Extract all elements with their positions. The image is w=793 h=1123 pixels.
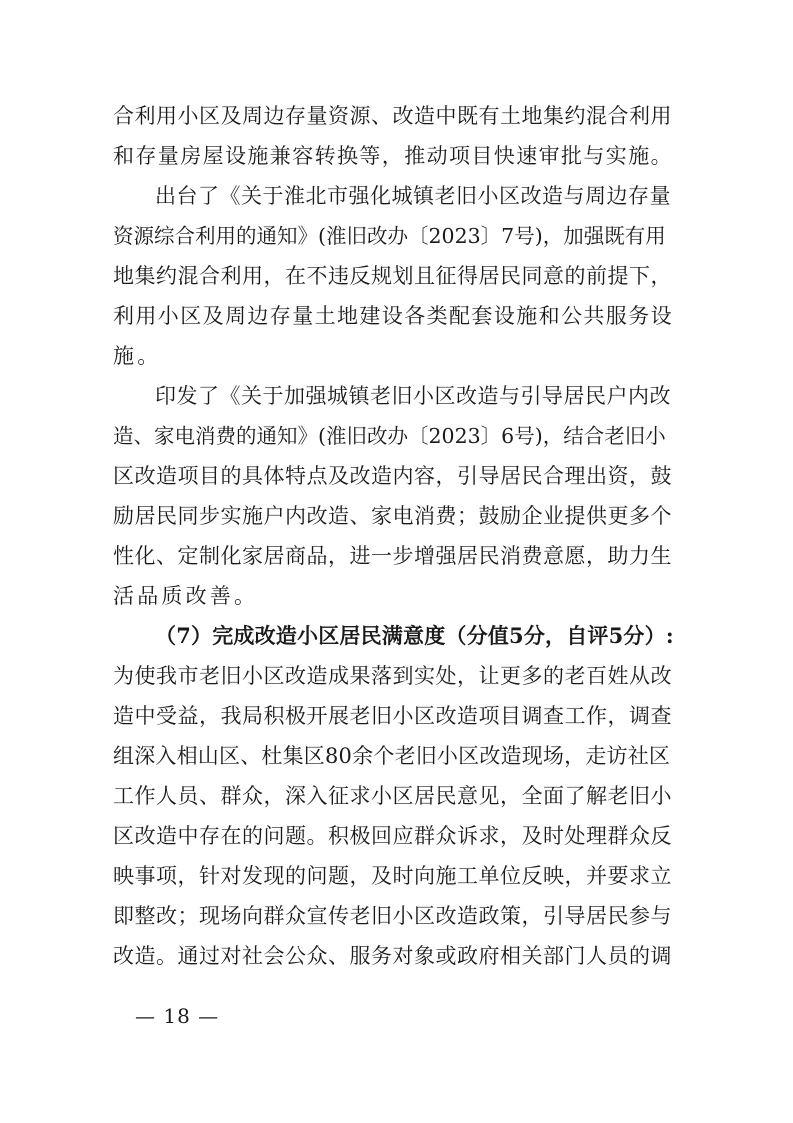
paragraph-start-line: 印发了《关于加强城镇老旧小区改造与引导居民户内改	[155, 384, 671, 408]
text-line: 映事项，针对发现的问题，及时向施工单位反映，并要求立	[113, 864, 672, 888]
text-line: 施。	[113, 344, 162, 368]
text-line: 利用小区及周边存量土地建设各类配套设施和公共服务设	[113, 304, 673, 328]
text-line: 改造。通过对社会公众、服务对象或政府相关部门人员的调	[113, 944, 672, 968]
text-line: 地集约混合利用，在不违反规划且征得居民同意的前提下，	[113, 264, 672, 288]
text-line: 区改造项目的具体特点及改造内容，引导居民合理出资，鼓	[113, 464, 672, 488]
text-line: 和存量房屋设施兼容转换等，推动项目快速审批与实施。	[113, 144, 673, 168]
text-line: 资源综合利用的通知》(淮旧改办〔2023〕7号)，加强既有用	[113, 224, 666, 248]
text-line: 励居民同步实施户内改造、家电消费；鼓励企业提供更多个	[113, 504, 672, 528]
text-line: 造、家电消费的通知》(淮旧改办〔2023〕6号)，结合老旧小	[113, 424, 666, 448]
text-line: 组深入相山区、杜集区80余个老旧小区改造现场，走访社区	[113, 744, 671, 768]
text-line: 造中受益，我局积极开展老旧小区改造项目调查工作，调查	[113, 704, 672, 728]
text-line: 合利用小区及周边存量资源、改造中既有土地集约混合利用	[113, 104, 672, 128]
text-line: 工作人员、群众，深入征求小区居民意见，全面了解老旧小	[113, 784, 672, 808]
text-line: 为使我市老旧小区改造成果落到实处，让更多的老百姓从改	[113, 664, 672, 688]
text-line: 区改造中存在的问题。积极回应群众诉求，及时处理群众反	[113, 824, 672, 848]
section-heading: （7）完成改造小区居民满意度（分值5分，自评5分）:	[155, 623, 674, 648]
text-line: 性化、定制化家居商品，进一步增强居民消费意愿，助力生	[113, 544, 672, 568]
page-number: — 18 —	[135, 1004, 220, 1028]
text-line: 即整改；现场向群众宣传老旧小区改造政策，引导居民参与	[113, 904, 672, 928]
text-line: 活品质改善。	[113, 584, 259, 608]
paragraph-start-line: 出台了《关于淮北市强化城镇老旧小区改造与周边存量	[155, 184, 671, 208]
